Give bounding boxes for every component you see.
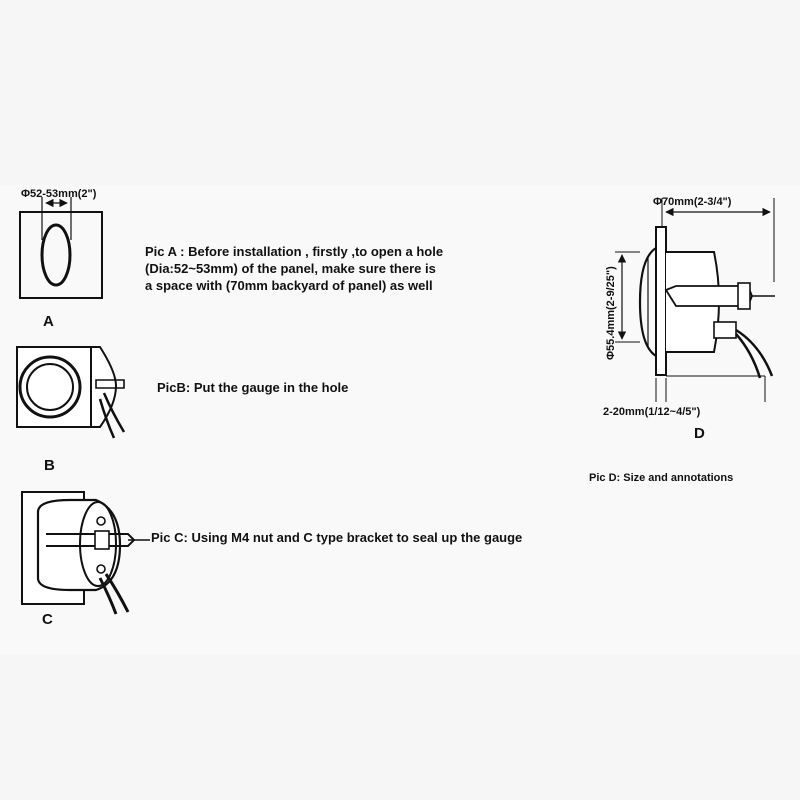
panel-a-hole [42,225,70,285]
panel-d-plate [656,227,666,375]
panel-d-height-label: Φ55.4mm(2-9/25") [605,266,617,360]
panel-d-drawing [615,198,775,402]
panel-a-dimension-label: Φ52-53mm(2") [21,188,97,200]
panel-b-caption: PicB: Put the gauge in the hole [157,380,349,395]
panel-c-wire [106,574,128,612]
panel-c-label: C [42,611,53,628]
panel-a-drawing [20,197,102,298]
panel-a-caption-line-2: (Dia:52~53mm) of the panel, make sure there is [145,261,436,276]
panel-d-label: D [694,425,705,442]
panel-d-width-label: Φ70mm(2-3/4") [653,196,732,208]
panel-c-caption: Pic C: Using M4 nut and C type bracket to seal up the gauge [151,530,523,545]
panel-d-thickness-label: 2-20mm(1/12~4/5") [603,406,701,418]
panel-c-drawing [22,492,150,614]
panel-d-nut [738,283,750,309]
panel-d-caption: Pic D: Size and annotations [589,472,734,484]
panel-d-connector [714,322,736,338]
panel-a-caption-line-3: a space with (70mm backyard of panel) as well [145,278,433,293]
panel-d-wire [736,330,772,376]
panel-b-drawing [17,347,124,438]
panel-a-caption-line-1: Pic A : Before installation , firstly ,to open a hole [145,244,444,259]
panel-a-label: A [43,313,54,330]
panel-c-nut [95,531,109,549]
panel-b-label: B [44,457,55,474]
panel-a-plate [20,212,102,298]
